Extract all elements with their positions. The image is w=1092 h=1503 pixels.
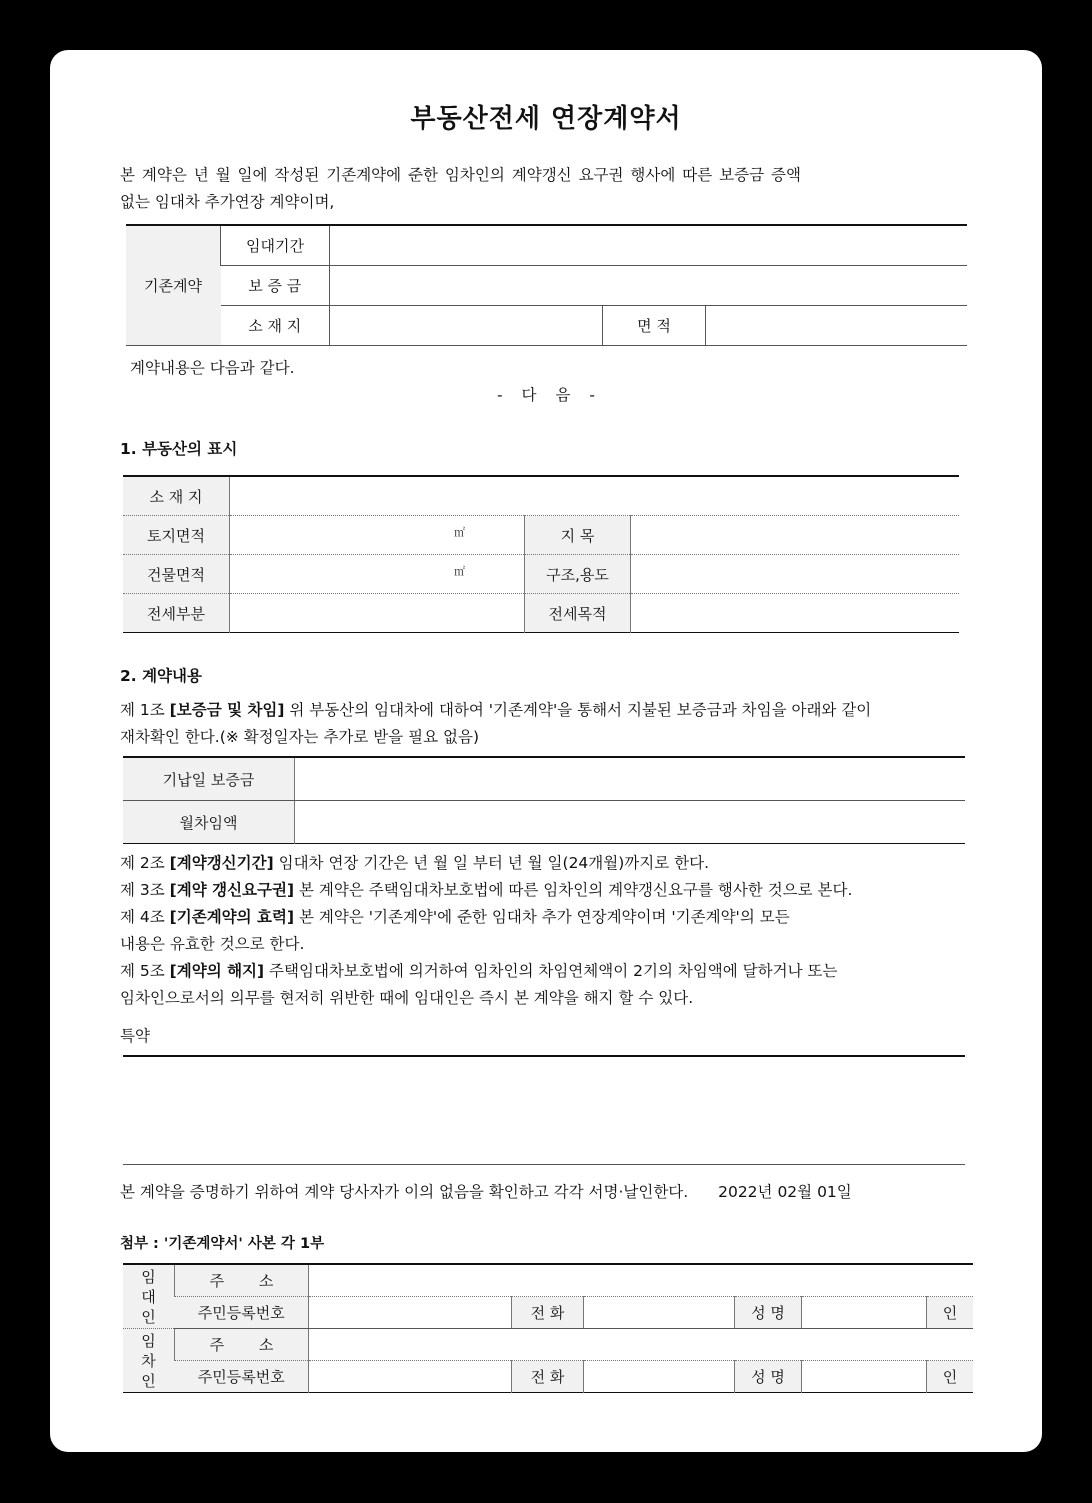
deposit-field[interactable] bbox=[330, 266, 968, 306]
intro-text bbox=[120, 162, 1000, 216]
lessor-name-label: 성 명 bbox=[735, 1297, 802, 1329]
lessor-address-label: 주 소 bbox=[175, 1264, 309, 1297]
area-field[interactable] bbox=[706, 306, 968, 346]
lessor-id-label: 주민등록번호 bbox=[175, 1297, 309, 1329]
lease-part-label: 전세부분 bbox=[123, 594, 230, 633]
structure-field[interactable] bbox=[631, 555, 960, 594]
land-area-field[interactable] bbox=[230, 516, 525, 555]
special-terms-field[interactable] bbox=[123, 1058, 965, 1163]
location-field[interactable] bbox=[330, 306, 603, 346]
article-1-line-2: 재차확인 한다.(※ 확정일자는 추가로 받을 필요 없음) bbox=[120, 728, 480, 746]
special-terms-label: 특약 bbox=[120, 1027, 150, 1045]
lessor-id-field[interactable] bbox=[309, 1297, 512, 1329]
attachment-note: 첨부 : '기존계약서' 사본 각 1부 bbox=[120, 1236, 325, 1252]
building-area-field[interactable] bbox=[230, 555, 525, 594]
article-2-text: 임대차 연장 기간은 년 월 일 부터 년 월 일(24개월)까지로 한다. bbox=[273, 854, 710, 872]
page-title: 부동산전세 연장계약서 bbox=[410, 104, 682, 134]
special-terms-top-rule bbox=[123, 1055, 965, 1057]
articles-2-5 bbox=[120, 850, 1000, 1012]
lease-period-field[interactable] bbox=[330, 225, 968, 266]
lessor-phone-label: 전 화 bbox=[512, 1297, 584, 1329]
paid-deposit-field[interactable] bbox=[295, 757, 966, 801]
property-location-label: 소 재 지 bbox=[123, 476, 230, 516]
lessee-name-field[interactable] bbox=[802, 1361, 927, 1393]
lessee-id-label: 주민등록번호 bbox=[175, 1361, 309, 1393]
lease-purpose-field[interactable] bbox=[631, 594, 960, 633]
lessee-name-label: 성 명 bbox=[735, 1361, 802, 1393]
article-4-title: [기존계약의 효력] bbox=[169, 908, 295, 926]
structure-label: 구조,용도 bbox=[525, 555, 631, 594]
article-2-prefix: 제 2조 bbox=[120, 854, 170, 872]
lessor-name-field[interactable] bbox=[802, 1297, 927, 1329]
lessor-label-char-3: 인 bbox=[141, 1307, 156, 1326]
property-table bbox=[123, 475, 959, 633]
existing-contract-table bbox=[126, 224, 967, 346]
intro-line-1-text: 본 계약은 년 월 일에 작성된 기존계약에 준한 임차인의 계약갱신 요구권 행사에 따른 보증금 증액 bbox=[120, 166, 801, 184]
building-area-unit: ㎡ bbox=[454, 565, 465, 578]
article-4 bbox=[120, 904, 1000, 931]
da-eum-heading: - 다 음 - bbox=[497, 386, 595, 404]
article-5-text: 주택임대차보호법에 의거하여 임차인의 차임연체액이 2기의 차임액에 달하거나 또는 bbox=[264, 962, 838, 980]
article-1-line-1 bbox=[120, 697, 1000, 724]
land-area-unit: ㎡ bbox=[454, 526, 465, 539]
article-5-line-2: 임차인으로서의 의무를 현저히 위반한 때에 임대인은 즉시 본 계약을 해지 할 수 있다. bbox=[120, 989, 694, 1007]
lessee-label-char-2: 차 bbox=[141, 1351, 156, 1370]
contract-date: 2022년 02월 01일 bbox=[718, 1183, 852, 1201]
certify-line bbox=[120, 1179, 1000, 1206]
article-3-title: [계약 갱신요구권] bbox=[169, 881, 295, 899]
land-category-field[interactable] bbox=[631, 516, 960, 555]
lessee-id-field[interactable] bbox=[309, 1361, 512, 1393]
certify-text: 본 계약을 증명하기 위하여 계약 당사자가 이의 없음을 확인하고 각각 서명·날인한다. bbox=[120, 1183, 689, 1201]
property-location-field[interactable] bbox=[230, 476, 960, 516]
article-3-text: 본 계약은 주택임대차보호법에 따른 임차인의 계약갱신요구를 행사한 것으로 본다. bbox=[294, 881, 853, 899]
parties-table bbox=[123, 1263, 973, 1393]
existing-contract-label: 기존계약 bbox=[126, 225, 221, 346]
article-2 bbox=[120, 850, 1000, 877]
lessor-phone-field[interactable] bbox=[584, 1297, 735, 1329]
lessee-seal[interactable]: 인 bbox=[927, 1361, 974, 1393]
lease-part-field[interactable] bbox=[230, 594, 525, 633]
special-terms-bottom-rule bbox=[123, 1164, 965, 1165]
building-area-label: 건물면적 bbox=[123, 555, 230, 594]
article-4-text: 본 계약은 '기존계약'에 준한 임대차 추가 연장계약이며 '기존계약'의 모든 bbox=[294, 908, 790, 926]
article-5 bbox=[120, 958, 1000, 985]
article-1-prefix: 제 1조 bbox=[120, 701, 170, 719]
article-1 bbox=[120, 697, 1000, 751]
land-category-label: 지 목 bbox=[525, 516, 631, 555]
article-1-text: 위 부동산의 임대차에 대하여 '기존계약'을 통해서 지불된 보증금과 차임을 아래와 같이 bbox=[284, 701, 872, 719]
contract-page bbox=[50, 50, 1042, 1452]
monthly-rent-label: 월차임액 bbox=[123, 801, 295, 844]
article-2-title: [계약갱신기간] bbox=[169, 854, 274, 872]
area-label: 면 적 bbox=[603, 306, 706, 346]
intro-line-2: 없는 임대차 추가연장 계약이며, bbox=[120, 193, 335, 211]
lessor-address-field[interactable] bbox=[309, 1264, 974, 1297]
lessor-label bbox=[123, 1264, 175, 1329]
article-1-title: [보증금 및 차임] bbox=[169, 701, 285, 719]
lessee-label-char-1: 임 bbox=[141, 1331, 156, 1350]
section2-heading: 2. 계약내용 bbox=[120, 667, 202, 685]
deposit-rent-table bbox=[123, 756, 965, 844]
article-3 bbox=[120, 877, 1000, 904]
lessor-label-char-1: 임 bbox=[141, 1267, 156, 1286]
paid-deposit-label: 기납일 보증금 bbox=[123, 757, 295, 801]
article-5-title: [계약의 해지] bbox=[169, 962, 265, 980]
location-label: 소 재 지 bbox=[221, 306, 330, 346]
deposit-label: 보 증 금 bbox=[221, 266, 330, 306]
lessee-phone-field[interactable] bbox=[584, 1361, 735, 1393]
lessee-label-char-3: 인 bbox=[141, 1371, 156, 1390]
lessor-label-char-2: 대 bbox=[141, 1287, 156, 1306]
lessee-address-label: 주 소 bbox=[175, 1329, 309, 1361]
section1-heading: 1. 부동산의 표시 bbox=[120, 440, 238, 458]
lease-purpose-label: 전세목적 bbox=[525, 594, 631, 633]
lessor-seal[interactable]: 인 bbox=[927, 1297, 974, 1329]
contents-intro: 계약내용은 다음과 같다. bbox=[130, 359, 295, 377]
land-area-label: 토지면적 bbox=[123, 516, 230, 555]
article-4-prefix: 제 4조 bbox=[120, 908, 170, 926]
intro-line-1 bbox=[120, 162, 1000, 189]
lessee-phone-label: 전 화 bbox=[512, 1361, 584, 1393]
lease-period-label: 임대기간 bbox=[221, 225, 330, 266]
lessee-address-field[interactable] bbox=[309, 1329, 974, 1361]
article-5-prefix: 제 5조 bbox=[120, 962, 170, 980]
lessee-label bbox=[123, 1329, 175, 1393]
article-3-prefix: 제 3조 bbox=[120, 881, 170, 899]
monthly-rent-field[interactable] bbox=[295, 801, 966, 844]
article-4-line-2: 내용은 유효한 것으로 한다. bbox=[120, 935, 305, 953]
